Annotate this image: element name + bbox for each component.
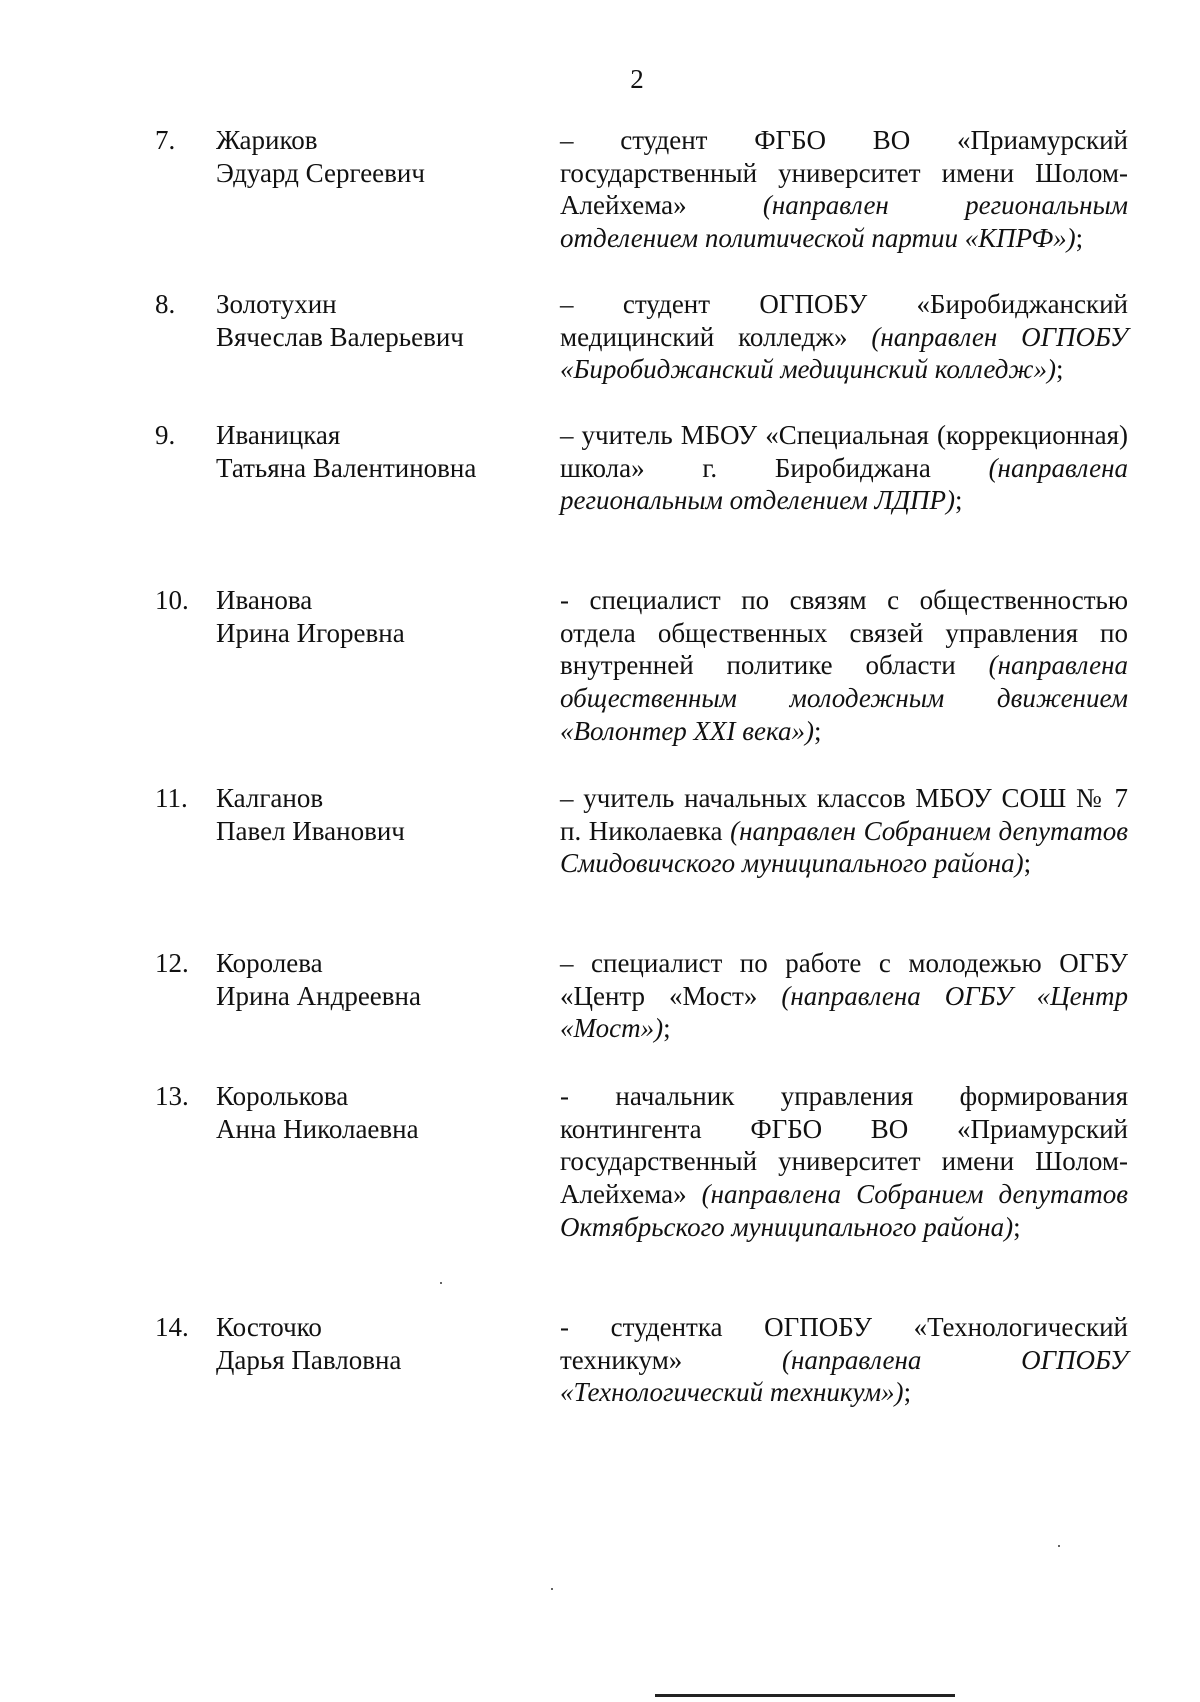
list-terminator: ; [1075,223,1084,254]
person-name [216,947,421,1012]
person-name [216,584,405,649]
given-names: Павел Иванович [216,815,405,846]
nomination-note: (направлена ОГБУ «Центр «Мост») [560,980,1128,1044]
list-terminator: ; [663,1013,671,1044]
position-description [560,288,1128,386]
person-name [216,419,476,484]
item-number: 11. [155,783,188,813]
given-names: Эдуард Сергеевич [216,157,425,188]
nomination-note: (направлена общественным молодежным движением «Волонтер XXI века») [560,650,1129,746]
surname: Иванова [216,585,313,615]
given-names: Дарья Павловна [216,1344,402,1375]
list-terminator: ; [1056,354,1064,385]
position-description [560,124,1128,255]
list-terminator: ; [1013,1211,1021,1242]
description-text: – студент ФГБО ВО «Приамурский государственный университет имени Шолом-Алейхема» [560,125,1128,221]
position-description [560,1080,1128,1244]
given-names: Татьяна Валентиновна [216,452,477,483]
description-text: – студент ОГПОБУ «Биробиджанский медицинский колледж» [560,289,1128,352]
position-description [560,419,1128,517]
surname: Золотухин [216,289,337,319]
list-terminator: ; [813,715,822,746]
position-description [560,584,1128,748]
nomination-note: (направлена ОГПОБУ «Технологический техникум») [560,1344,1128,1408]
person-name [216,124,425,189]
nomination-note: (направлена региональным отделением ЛДПР) [560,452,1128,516]
surname: Калганов [216,783,324,813]
footer-rule [655,1694,955,1697]
position-description [560,947,1128,1045]
scan-speck [551,1588,553,1590]
given-names: Ирина Игоревна [216,617,405,648]
list-terminator: ; [1023,848,1032,879]
item-number: 7. [155,125,176,155]
position-description [560,782,1128,880]
nomination-note: (направлен региональным отделением политической партии «КПРФ») [560,190,1128,254]
list-terminator: ; [955,485,963,516]
position-description [560,1311,1128,1409]
surname: Жариков [216,125,318,155]
surname: Иваницкая [216,420,341,450]
given-names: Вячеслав Валерьевич [216,321,464,352]
person-name [216,782,405,847]
description-text: – учитель начальных классов МБОУ СОШ № 7 п. Николаевка [560,783,1128,846]
description-text: – специалист по работе с молодежью ОГБУ «Центр «Мост» [560,948,1128,1011]
description-text: - студентка ОГПОБУ «Технологический техникум» [560,1312,1128,1375]
person-name [216,1080,419,1145]
nomination-note: (направлен Собранием депутатов Смидовичского муниципального района) [560,815,1129,879]
scan-speck [1058,1545,1060,1547]
surname: Косточко [216,1312,322,1342]
given-names: Анна Николаевна [216,1113,419,1144]
nomination-note: (направлен ОГПОБУ «Биробиджанский медицинский колледж») [560,321,1129,385]
nomination-note: (направлена Собранием депутатов Октябрьского муниципального района) [560,1179,1128,1242]
person-name [216,1311,401,1376]
list-terminator: ; [903,1377,912,1408]
description-text: - специалист по связям с общественностью отдела общественных связей управления по внутренней политике области [560,585,1128,681]
surname: Королева [216,948,323,978]
person-name [216,288,464,353]
item-number: 13. [155,1081,189,1111]
item-number: 8. [155,289,176,319]
item-number: 9. [155,420,176,450]
scan-speck [440,1282,442,1284]
surname: Королькова [216,1081,349,1111]
item-number: 14. [155,1312,189,1342]
description-text: - начальник управления формирования контингента ФГБО ВО «Приамурский государственный университет имени Шолом-Алейхема» [560,1081,1128,1210]
given-names: Ирина Андреевна [216,980,421,1011]
page-number: 2 [630,64,644,94]
description-text: – учитель МБОУ «Специальная (коррекционная) школа» г. Биробиджана [560,420,1128,483]
item-number: 10. [155,585,189,615]
item-number: 12. [155,948,189,978]
